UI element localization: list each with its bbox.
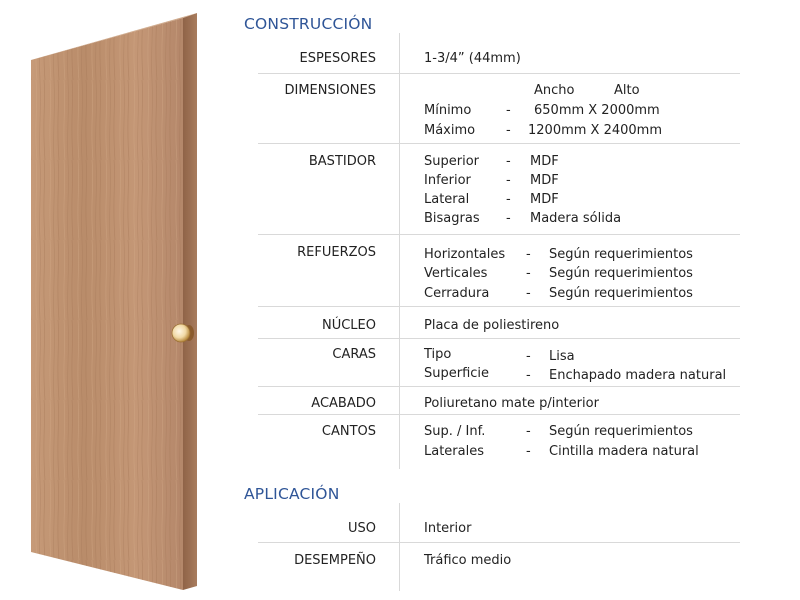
label-caras: CARAS xyxy=(332,347,376,362)
label-desempeno: DESEMPEÑO xyxy=(294,553,376,568)
dim-maximo-value: 1200mm X 2400mm xyxy=(528,123,662,138)
bastidor-item-value: MDF xyxy=(530,192,559,207)
row-divider xyxy=(258,386,740,387)
row-divider xyxy=(258,73,740,74)
row-divider xyxy=(258,414,740,415)
value-uso: Interior xyxy=(424,521,472,536)
cantos-item-name: Laterales xyxy=(424,444,484,459)
caras-item-value: Enchapado madera natural xyxy=(549,368,727,383)
section-title-construccion: CONSTRUCCIÓN xyxy=(244,15,373,33)
value-espesores: 1-3/4” (44mm) xyxy=(424,51,521,66)
bastidor-item-name: Inferior xyxy=(424,173,471,188)
label-nucleo: NÚCLEO xyxy=(321,318,376,333)
caras-item-name: Tipo xyxy=(424,347,452,362)
caras-item-value: Lisa xyxy=(549,349,575,364)
refuerzos-item-dash: - xyxy=(526,266,531,281)
caras-item-name: Superficie xyxy=(424,366,490,381)
bastidor-item-name: Lateral xyxy=(424,192,470,207)
cantos-item-dash: - xyxy=(526,424,531,439)
column-divider xyxy=(399,503,400,591)
cantos-item-name: Sup. / Inf. xyxy=(424,424,486,439)
label-dimensiones: DIMENSIONES xyxy=(284,83,376,98)
label-espesores: ESPESORES xyxy=(299,51,376,66)
bastidor-item-value: Madera sólida xyxy=(530,211,622,226)
bastidor-item-dash: - xyxy=(506,192,511,207)
value-acabado: Poliuretano mate p/interior xyxy=(424,396,599,411)
cantos-item-value: Según requerimientos xyxy=(549,424,693,439)
refuerzos-item-value: Según requerimientos xyxy=(549,286,693,301)
refuerzos-item-name: Horizontales xyxy=(424,247,506,262)
door-edge xyxy=(183,13,197,590)
value-nucleo: Placa de poliestireno xyxy=(424,318,560,333)
caras-item-dash: - xyxy=(526,368,531,383)
dim-minimo-dash: - xyxy=(506,103,511,118)
refuerzos-item-value: Según requerimientos xyxy=(549,247,693,262)
dim-maximo-name: Máximo xyxy=(424,123,476,138)
bastidor-item-dash: - xyxy=(506,154,511,169)
bastidor-item-value: MDF xyxy=(530,154,559,169)
column-divider xyxy=(399,33,400,469)
caras-item-dash: - xyxy=(526,349,531,364)
refuerzos-item-name: Cerradura xyxy=(424,286,490,301)
bastidor-item-name: Bisagras xyxy=(424,211,480,226)
door-knob-icon xyxy=(172,324,194,342)
row-divider xyxy=(258,338,740,339)
bastidor-item-dash: - xyxy=(506,173,511,188)
dim-minimo-value: 650mm X 2000mm xyxy=(534,103,660,118)
col-header-ancho: Ancho xyxy=(534,83,575,98)
col-header-alto: Alto xyxy=(614,83,640,98)
label-acabado: ACABADO xyxy=(311,396,376,411)
cantos-item-value: Cintilla madera natural xyxy=(549,444,699,459)
value-desempeno: Tráfico medio xyxy=(424,553,512,568)
label-bastidor: BASTIDOR xyxy=(308,154,376,169)
row-divider xyxy=(258,143,740,144)
row-divider xyxy=(258,542,740,543)
refuerzos-item-dash: - xyxy=(526,247,531,262)
bastidor-item-name: Superior xyxy=(424,154,479,169)
row-divider xyxy=(258,306,740,307)
label-cantos: CANTOS xyxy=(321,424,376,439)
door-illustration xyxy=(0,0,230,600)
refuerzos-item-name: Verticales xyxy=(424,266,488,281)
refuerzos-item-value: Según requerimientos xyxy=(549,266,693,281)
door-image xyxy=(0,0,230,600)
refuerzos-item-dash: - xyxy=(526,286,531,301)
label-refuerzos: REFUERZOS xyxy=(297,245,376,260)
dim-minimo-name: Mínimo xyxy=(424,103,472,118)
door-grain xyxy=(31,18,183,590)
bastidor-item-dash: - xyxy=(506,211,511,226)
bastidor-item-value: MDF xyxy=(530,173,559,188)
label-uso: USO xyxy=(348,521,376,536)
section-title-aplicacion: APLICACIÓN xyxy=(244,485,340,503)
cantos-item-dash: - xyxy=(526,444,531,459)
row-divider xyxy=(258,234,740,235)
dim-maximo-dash: - xyxy=(506,123,511,138)
